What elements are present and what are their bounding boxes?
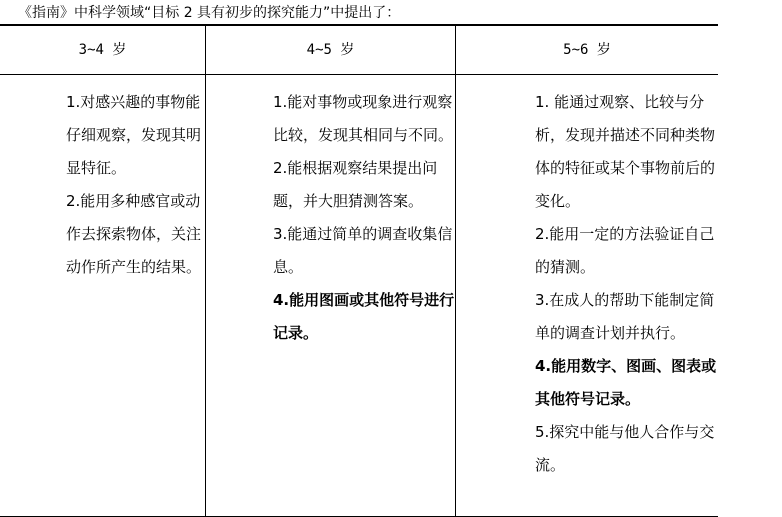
list-item: 1. 能通过观察、比较与分析，发现并描述不同种类物体的特征或某个事物前后的变化。 bbox=[535, 93, 716, 210]
list-item: 1.能对事物或现象进行观察比较，发现其相同与不同。 bbox=[273, 93, 454, 144]
column-age-5-6 bbox=[535, 86, 718, 482]
list-item: 5.探究中能与他人合作与交流。 bbox=[535, 423, 715, 474]
list-item: 2.能用多种感官或动作去探索物体，关注动作所产生的结果。 bbox=[66, 192, 202, 276]
list-item: 3.在成人的帮助下能制定简单的调查计划并执行。 bbox=[535, 291, 715, 342]
header-age-4-5: 4~5 岁 bbox=[306, 42, 355, 58]
header-age-3-4: 3~4 岁 bbox=[78, 42, 127, 58]
list-item: 2.能根据观察结果提出问题，并大胆猜测答案。 bbox=[273, 159, 438, 210]
column-age-4-5 bbox=[273, 86, 455, 350]
document-caption: 《指南》中科学领域“目标 2 具有初步的探究能力”中提出了： bbox=[18, 5, 401, 21]
list-item: 2.能用一定的方法验证自己的猜测。 bbox=[535, 225, 715, 276]
header-age-5-6: 5~6 岁 bbox=[563, 42, 611, 58]
list-item-emphasis: 4.能用数字、图画、图表或其他符号记录。 bbox=[535, 357, 717, 408]
column-divider-2 bbox=[455, 26, 456, 516]
list-item: 3.能通过简单的调查收集信息。 bbox=[273, 225, 453, 276]
list-item: 1.对感兴趣的事物能仔细观察，发现其明显特征。 bbox=[66, 93, 202, 177]
column-age-3-4 bbox=[66, 86, 206, 284]
list-item-emphasis: 4.能用图画或其他符号进行记录。 bbox=[273, 291, 455, 342]
table-header-row bbox=[0, 26, 718, 75]
goals-table bbox=[0, 24, 718, 517]
